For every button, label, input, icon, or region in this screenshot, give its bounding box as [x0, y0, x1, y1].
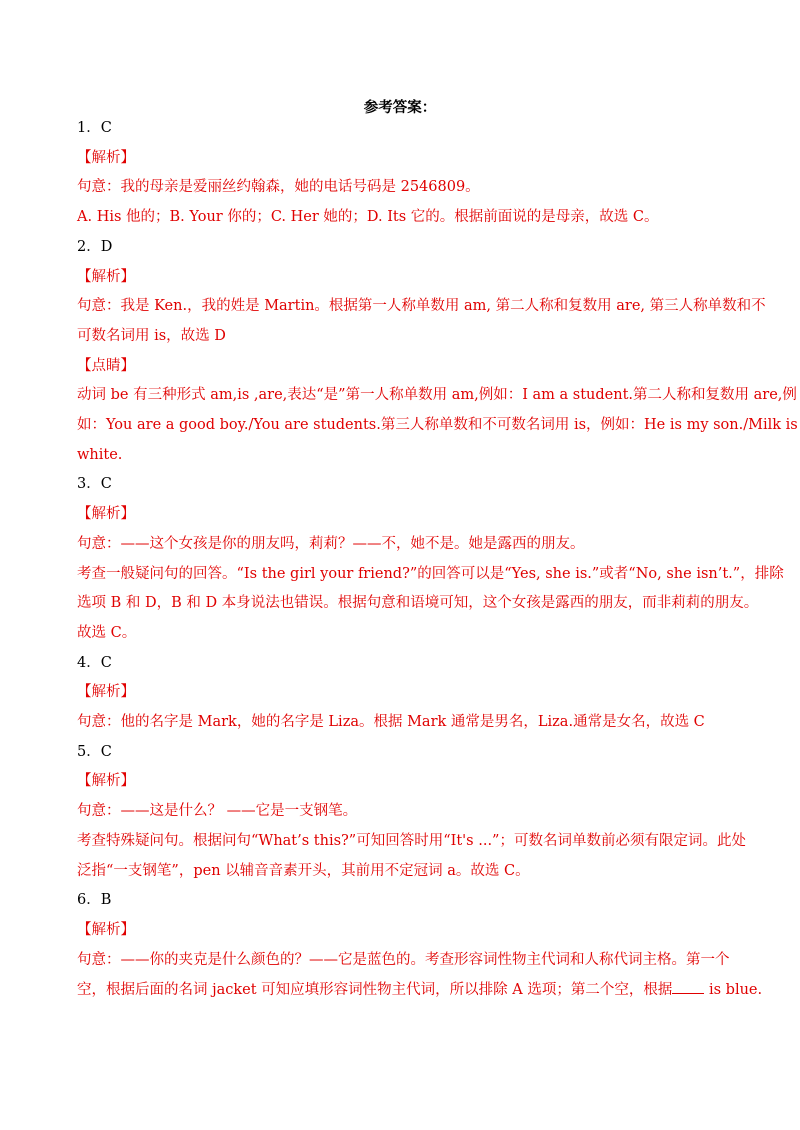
- line-text: 考查特殊疑问句。根据问句“What’s this?”可知回答时用“It's ...”；可数名词单数前必须有限定词。此处: [77, 833, 746, 849]
- line-text: white.: [77, 447, 123, 463]
- line-text: 选项 B 和 D，B 和 D 本身说法也错误。根据句意和语境可知，这个女孩是露西的朋友，而非莉莉的朋友。: [77, 595, 759, 611]
- explanation-line: [77, 534, 585, 554]
- explanation-line: [77, 385, 797, 405]
- explanation-line: [77, 326, 226, 346]
- explanation-line: [77, 831, 746, 851]
- line-text: 3．C: [77, 476, 112, 492]
- line-text: 句意：——你的夹克是什么颜色的？——它是蓝色的。考查形容词性物主代词和人称代词主格。第一个: [77, 952, 730, 968]
- line-text: 【解析】: [77, 506, 135, 522]
- line-text: 【解析】: [77, 773, 135, 789]
- line-text: 故选 C。: [77, 625, 137, 641]
- line-text: 2．D: [77, 239, 113, 255]
- question-number: [77, 118, 112, 138]
- line-text: 空，根据后面的名词 jacket 可知应填形容词性物主代词，所以排除 A 选项；第二个空，根据: [77, 982, 673, 998]
- explanation-line: [77, 207, 659, 227]
- line-text: 【解析】: [77, 922, 135, 938]
- section-tag: [77, 356, 135, 376]
- explanation-line: [77, 445, 122, 465]
- fill-in-blank: [672, 979, 704, 994]
- question-number: [77, 890, 111, 910]
- line-text: 句意：我的母亲是爱丽丝约翰森，她的电话号码是 2546809。: [77, 179, 480, 195]
- section-tag: [77, 920, 135, 940]
- line-text: 句意：——这个女孩是你的朋友吗，莉莉？——不，她不是。她是露西的朋友。: [77, 536, 585, 552]
- section-tag: [77, 682, 135, 702]
- line-text: 【点睛】: [77, 358, 135, 374]
- line-text: 6．B: [77, 892, 112, 908]
- line-text: 泛指“一支钢笔”，pen 以辅音音素开头，其前用不定冠词 a。故选 C。: [77, 863, 530, 879]
- explanation-line: [77, 950, 730, 970]
- explanation-line: [77, 861, 530, 881]
- line-text: 句意：——这是什么？ ——它是一支钢笔。: [77, 803, 358, 819]
- line-text: 1．C: [77, 120, 112, 136]
- line-text: 【解析】: [77, 684, 135, 700]
- line-text: 5．C: [77, 744, 112, 760]
- explanation-line: [77, 177, 480, 197]
- line-text: 【解析】: [77, 269, 135, 285]
- line-text: 考查一般疑问句的回答。“Is the girl your friend?”的回答可以是“Yes, she is.”或者“No, she isn’t.”，排除: [77, 566, 784, 582]
- question-number: [77, 742, 112, 762]
- explanation-line: [77, 593, 758, 613]
- page-title: 参考答案：: [363, 99, 437, 116]
- explanation-line: [77, 623, 136, 643]
- line-text: 4．C: [77, 655, 112, 671]
- line-text: 如：You are a good boy./You are students.第三人称单数和不可数名词用 is，例如：He is my son./Milk is: [77, 417, 798, 433]
- section-tag: [77, 504, 135, 524]
- line-text: 动词 be 有三种形式 am,is ,are,表达“是”第一人称单数用 am,例如：I am a student.第二人称和复数用 are,例: [77, 387, 797, 403]
- line-tail-text: is blue.: [704, 982, 763, 998]
- section-tag: [77, 771, 135, 791]
- line-text: 句意：他的名字是 Mark，她的名字是 Liza。根据 Mark 通常是男名，Liza.通常是女名，故选 C: [77, 714, 705, 730]
- explanation-line: [77, 801, 357, 821]
- line-text: 【解析】: [77, 150, 135, 166]
- question-number: [77, 653, 112, 673]
- explanation-line: [77, 712, 705, 732]
- line-text: A. His 他的；B. Your 你的；C. Her 她的；D. Its 它的。根据前面说的是母亲，故选 C。: [77, 209, 659, 225]
- explanation-line: [77, 296, 766, 316]
- explanation-line: [77, 415, 798, 435]
- explanation-line: [77, 564, 784, 584]
- line-text: 可数名词用 is，故选 D: [77, 328, 226, 344]
- explanation-line: [77, 979, 762, 1000]
- line-text: 句意：我是 Ken.，我的姓是 Martin。根据第一人称单数用 am, 第二人称和复数用 are, 第三人称单数和不: [77, 298, 766, 314]
- section-tag: [77, 267, 135, 287]
- question-number: [77, 474, 112, 494]
- question-number: [77, 237, 112, 257]
- section-tag: [77, 148, 135, 168]
